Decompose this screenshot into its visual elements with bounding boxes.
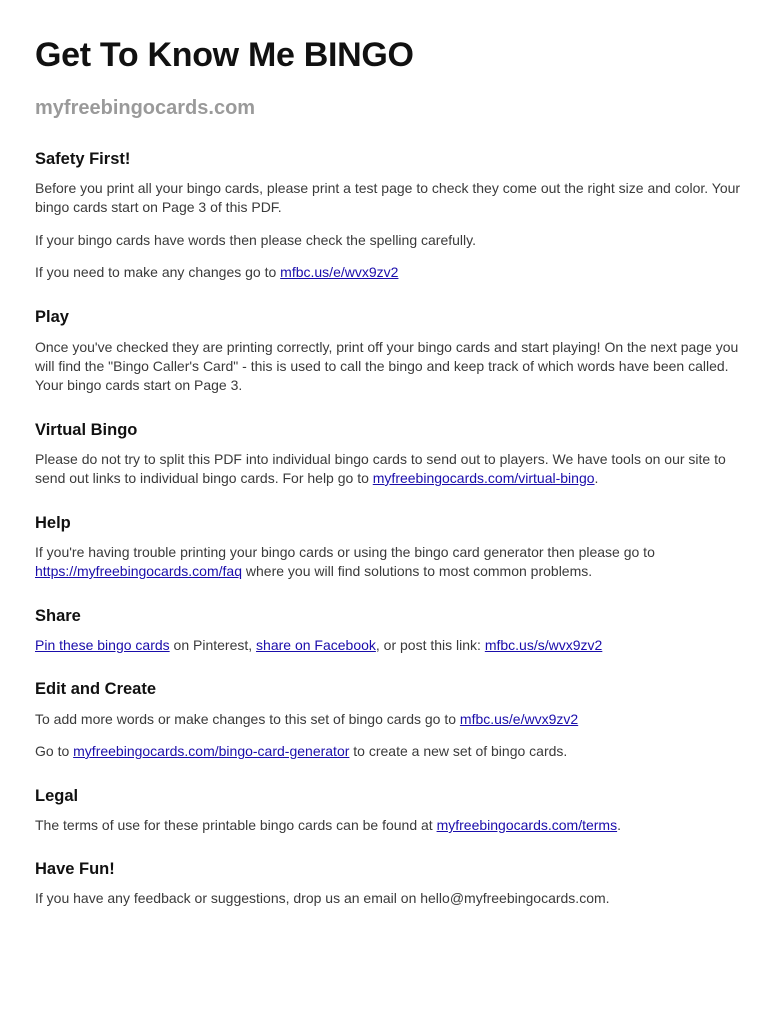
fun-paragraph: If you have any feedback or suggestions, drop us an email on hello@myfreebingocards.com. (35, 890, 610, 906)
share-heading: Share (35, 607, 81, 625)
legal-text: The terms of use for these printable bingo cards can be found at (35, 817, 437, 833)
safety-paragraph-1: Before you print all your bingo cards, please print a test page to check they come out the right size and color. Your bingo cards start on Page 3 of this PDF. (35, 180, 741, 215)
safety-p3-text: If you need to make any changes go to (35, 264, 281, 280)
edit-text-1: To add more words or make changes to this set of bingo cards go to (35, 711, 460, 727)
edit-paragraph-2 (35, 742, 747, 761)
share-paragraph (35, 636, 747, 655)
edit-paragraph-1 (35, 710, 747, 729)
virtual-paragraph (35, 450, 747, 488)
help-end: where you will find solutions to most common problems. (242, 563, 593, 579)
virtual-heading: Virtual Bingo (35, 421, 138, 439)
virtual-text: Please do not try to split this PDF into individual bingo cards to send out to players. We have tools on our site to send out links to individual bingo cards. For help go to (35, 451, 726, 486)
share-text-1: on Pinterest, (169, 637, 257, 653)
virtual-bingo-link[interactable]: myfreebingocards.com/virtual-bingo (372, 470, 595, 486)
safety-heading: Safety First! (35, 150, 131, 168)
terms-link[interactable]: myfreebingocards.com/terms (436, 817, 618, 833)
page-title: Get To Know Me BINGO (35, 36, 414, 74)
edit-text-2-end: to create a new set of bingo cards. (349, 743, 568, 759)
legal-heading: Legal (35, 787, 79, 805)
play-paragraph: Once you've checked they are printing correctly, print off your bingo cards and start playing! On the next page you will find the "Bingo Caller's Card" - this is used to call the bingo and keep track of which words have been called. Your bingo cards start on Page 3. (35, 339, 739, 393)
fun-heading: Have Fun! (35, 860, 115, 878)
edit-short-link[interactable]: mfbc.us/e/wvx9zv2 (459, 711, 579, 727)
site-subtitle: myfreebingocards.com (35, 97, 256, 119)
help-heading: Help (35, 514, 71, 532)
edit-heading: Edit and Create (35, 680, 157, 698)
share-text-2: , or post this link: (375, 637, 485, 653)
safety-paragraph-3 (35, 263, 747, 282)
virtual-end: . (594, 470, 599, 486)
help-text: If you're having trouble printing your bingo cards or using the bingo card generator then please go to (35, 544, 655, 560)
legal-end: . (617, 817, 621, 833)
safety-paragraph-2: If your bingo cards have words then please check the spelling carefully. (35, 232, 476, 248)
edit-link[interactable]: mfbc.us/e/wvx9zv2 (280, 264, 399, 280)
share-short-link[interactable]: mfbc.us/s/wvx9zv2 (484, 637, 603, 653)
generator-link[interactable]: myfreebingocards.com/bingo-card-generator (73, 743, 350, 759)
facebook-link[interactable]: share on Facebook (256, 637, 376, 653)
legal-paragraph (35, 816, 747, 835)
pinterest-link[interactable]: Pin these bingo cards (35, 637, 170, 653)
play-heading: Play (35, 308, 69, 326)
help-paragraph (35, 543, 747, 581)
faq-link[interactable]: https://myfreebingocards.com/faq (35, 563, 242, 579)
edit-text-2: Go to (35, 743, 74, 759)
